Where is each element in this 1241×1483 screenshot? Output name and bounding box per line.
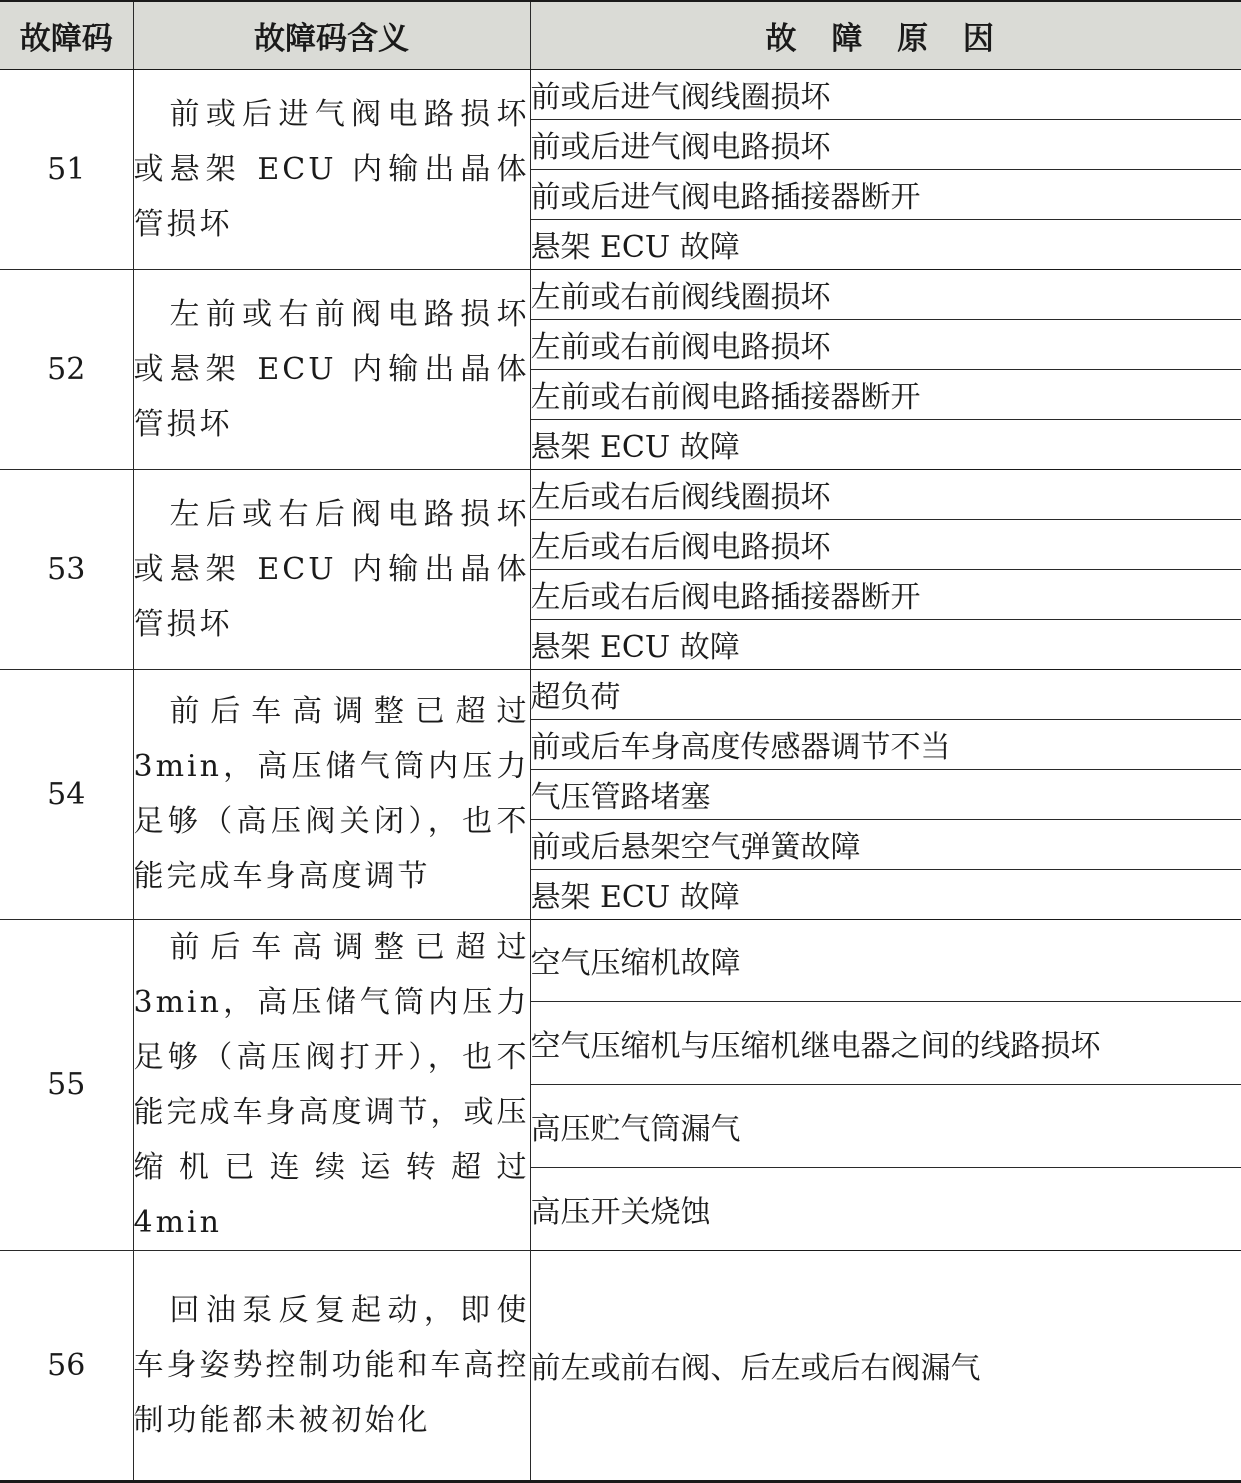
table-row — [0, 269, 1241, 319]
fault-meaning-text: 前或后进气阀电路损坏或悬架 ECU 内输出晶体管损坏 — [133, 96, 530, 242]
table-row — [0, 469, 1241, 519]
fault-cause-cell: 悬架 ECU 故障 — [530, 419, 1241, 469]
table-header-row — [0, 1, 1241, 69]
fault-cause-cell: 高压贮气筒漏气 — [530, 1085, 1241, 1168]
fault-cause-cell: 高压开关烧蚀 — [530, 1167, 1241, 1250]
fault-cause-cell: 超负荷 — [530, 669, 1241, 719]
table-row — [0, 1250, 1241, 1481]
fault-cause-cell: 前左或前右阀、后左或后右阀漏气 — [530, 1250, 1241, 1481]
fault-code-cell: 54 — [0, 669, 133, 919]
header-fault-cause: 故 障 原 因 — [530, 1, 1241, 69]
fault-meaning-text: 前后车高调整已超过 3min，高压储气筒内压力足够（高压阀关闭），也不能完成车身高度调节 — [133, 694, 530, 894]
fault-meaning-text: 左前或右前阀电路损坏或悬架 ECU 内输出晶体管损坏 — [133, 296, 530, 442]
header-fault-meaning: 故障码含义 — [133, 1, 530, 69]
fault-cause-cell: 悬架 ECU 故障 — [530, 619, 1241, 669]
table-row — [0, 919, 1241, 1002]
table-row — [0, 69, 1241, 119]
fault-cause-cell: 前或后进气阀电路插接器断开 — [530, 169, 1241, 219]
fault-code-cell: 56 — [0, 1250, 133, 1481]
fault-cause-cell: 前或后进气阀电路损坏 — [530, 119, 1241, 169]
fault-meaning-text: 前后车高调整已超过 3min，高压储气筒内压力足够（高压阀打开），也不能完成车身高度调节，或压缩机已连续运转超过 4min — [133, 929, 530, 1240]
fault-meaning-cell — [133, 919, 530, 1250]
fault-cause-cell: 左前或右前阀线圈损坏 — [530, 269, 1241, 319]
fault-meaning-cell — [133, 669, 530, 919]
fault-meaning-cell — [133, 269, 530, 469]
fault-meaning-cell — [133, 469, 530, 669]
fault-cause-cell: 空气压缩机故障 — [530, 919, 1241, 1002]
table-row — [0, 669, 1241, 719]
fault-cause-cell: 气压管路堵塞 — [530, 769, 1241, 819]
fault-code-cell: 51 — [0, 69, 133, 269]
header-fault-code: 故障码 — [0, 1, 133, 69]
fault-meaning-cell — [133, 1250, 530, 1481]
fault-cause-cell: 左前或右前阀电路损坏 — [530, 319, 1241, 369]
fault-meaning-text: 左后或右后阀电路损坏或悬架 ECU 内输出晶体管损坏 — [133, 496, 530, 642]
fault-meaning-cell — [133, 69, 530, 269]
fault-cause-cell: 左后或右后阀电路损坏 — [530, 519, 1241, 569]
fault-cause-cell: 前或后悬架空气弹簧故障 — [530, 819, 1241, 869]
fault-cause-cell: 悬架 ECU 故障 — [530, 869, 1241, 919]
fault-cause-cell: 前或后进气阀线圈损坏 — [530, 69, 1241, 119]
fault-cause-cell: 左前或右前阀电路插接器断开 — [530, 369, 1241, 419]
fault-cause-cell: 空气压缩机与压缩机继电器之间的线路损坏 — [530, 1002, 1241, 1085]
fault-code-cell: 55 — [0, 919, 133, 1250]
fault-cause-cell: 前或后车身高度传感器调节不当 — [530, 719, 1241, 769]
fault-meaning-text: 回油泵反复起动，即使车身姿势控制功能和车高控制功能都未被初始化 — [133, 1292, 530, 1438]
fault-code-cell: 53 — [0, 469, 133, 669]
fault-cause-cell: 左后或右后阀电路插接器断开 — [530, 569, 1241, 619]
fault-cause-cell: 左后或右后阀线圈损坏 — [530, 469, 1241, 519]
fault-cause-cell: 悬架 ECU 故障 — [530, 219, 1241, 269]
fault-code-cell: 52 — [0, 269, 133, 469]
